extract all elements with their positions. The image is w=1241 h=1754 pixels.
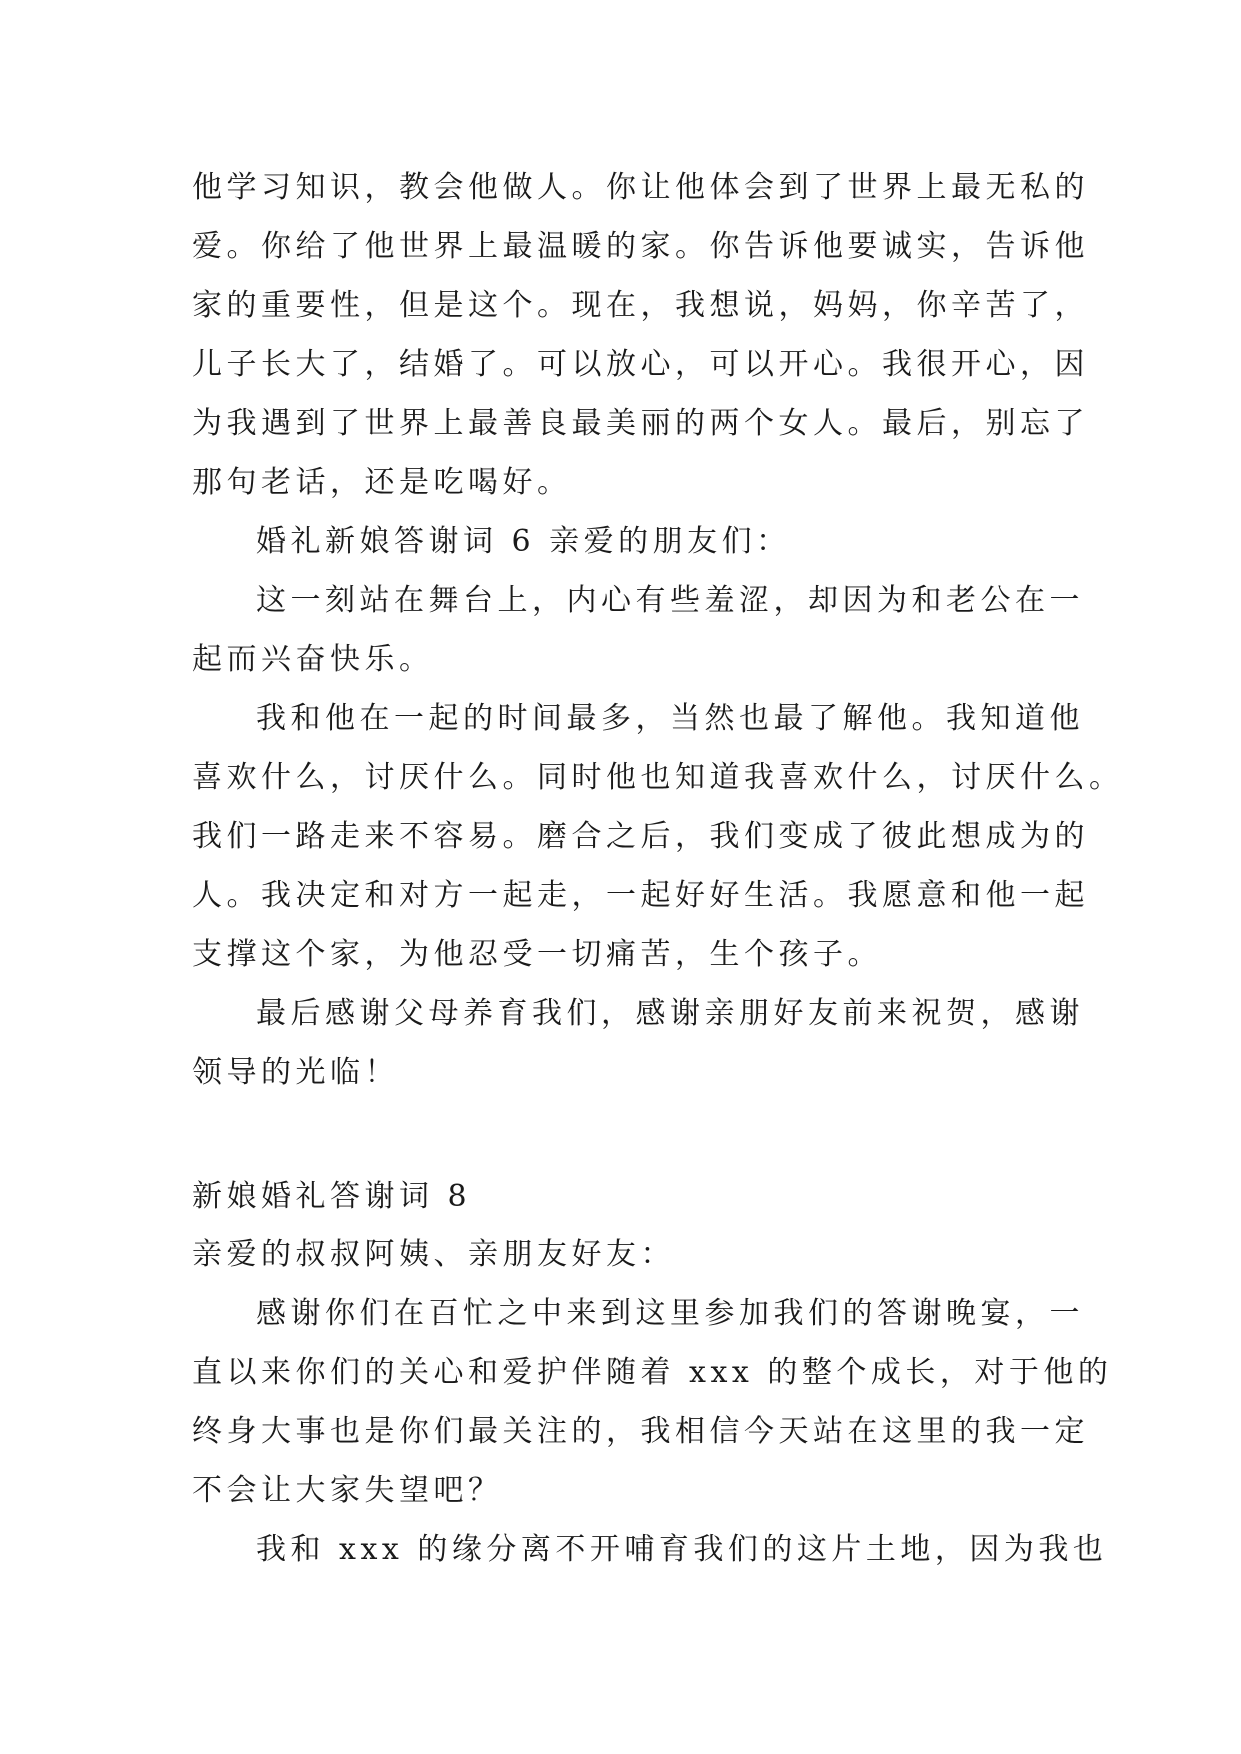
section-gap (192, 1102, 1062, 1168)
text-line: 他学习知识，教会他做人。你让他体会到了世界上最无私的 (192, 170, 1089, 205)
text-line: 为我遇到了世界上最善良最美丽的两个女人。最后，别忘了 (192, 406, 1089, 441)
text-line: 最后感谢父母养育我们，感谢亲朋好友前来祝贺，感谢 (256, 996, 1084, 1031)
text-line: 这一刻站在舞台上，内心有些羞涩，却因为和老公在一 (256, 583, 1084, 618)
text-line: 人。我决定和对方一起走，一起好好生活。我愿意和他一起 (192, 878, 1089, 913)
text-line: 家的重要性，但是这个。现在，我想说，妈妈，你辛苦了， (192, 288, 1089, 323)
paragraph-6b (192, 689, 1124, 984)
text-line: 儿子长大了，结婚了。可以放心，可以开心。我很开心，因 (192, 347, 1089, 382)
paragraph-continuation (192, 158, 1089, 512)
text-line: 我和他在一起的时间最多，当然也最了解他。我知道他 (256, 701, 1084, 736)
text-line: 支撑这个家，为他忍受一切痛苦，生个孩子。 (192, 937, 882, 972)
text-line: 感谢你们在百忙之中来到这里参加我们的答谢晚宴，一 (256, 1296, 1084, 1331)
paragraph-6a (192, 571, 1084, 689)
text-line: 不会让大家失望吧？ (192, 1473, 503, 1508)
text-line: 我们一路走来不容易。磨合之后，我们变成了彼此想成为的 (192, 819, 1089, 854)
text-line: 那句老话，还是吃喝好。 (192, 465, 572, 500)
paragraph-8a (192, 1284, 1113, 1520)
greeting-line: 亲爱的叔叔阿姨、亲朋友好友： (192, 1237, 675, 1272)
section-title-8: 新娘婚礼答谢词 8 (192, 1179, 472, 1214)
text-line: 爱。你给了他世界上最温暖的家。你告诉他要诚实，告诉他 (192, 229, 1089, 264)
text-line: 喜欢什么，讨厌什么。同时他也知道我喜欢什么，讨厌什么。 (192, 760, 1124, 795)
document-page (192, 158, 1124, 1579)
paragraph-8b (192, 1520, 1108, 1579)
section-heading-6: 婚礼新娘答谢词 6 亲爱的朋友们： (256, 524, 791, 559)
text-line: 直以来你们的关心和爱护伴随着 xxx 的整个成长，对于他的 (192, 1355, 1113, 1390)
text-line: 起而兴奋快乐。 (192, 642, 434, 677)
text-line: 终身大事也是你们最关注的，我相信今天站在这里的我一定 (192, 1414, 1089, 1449)
text-line: 领导的光临！ (192, 1055, 399, 1090)
paragraph-6c (192, 984, 1084, 1102)
text-line: 我和 xxx 的缘分离不开哺育我们的这片土地，因为我也 (256, 1532, 1108, 1567)
